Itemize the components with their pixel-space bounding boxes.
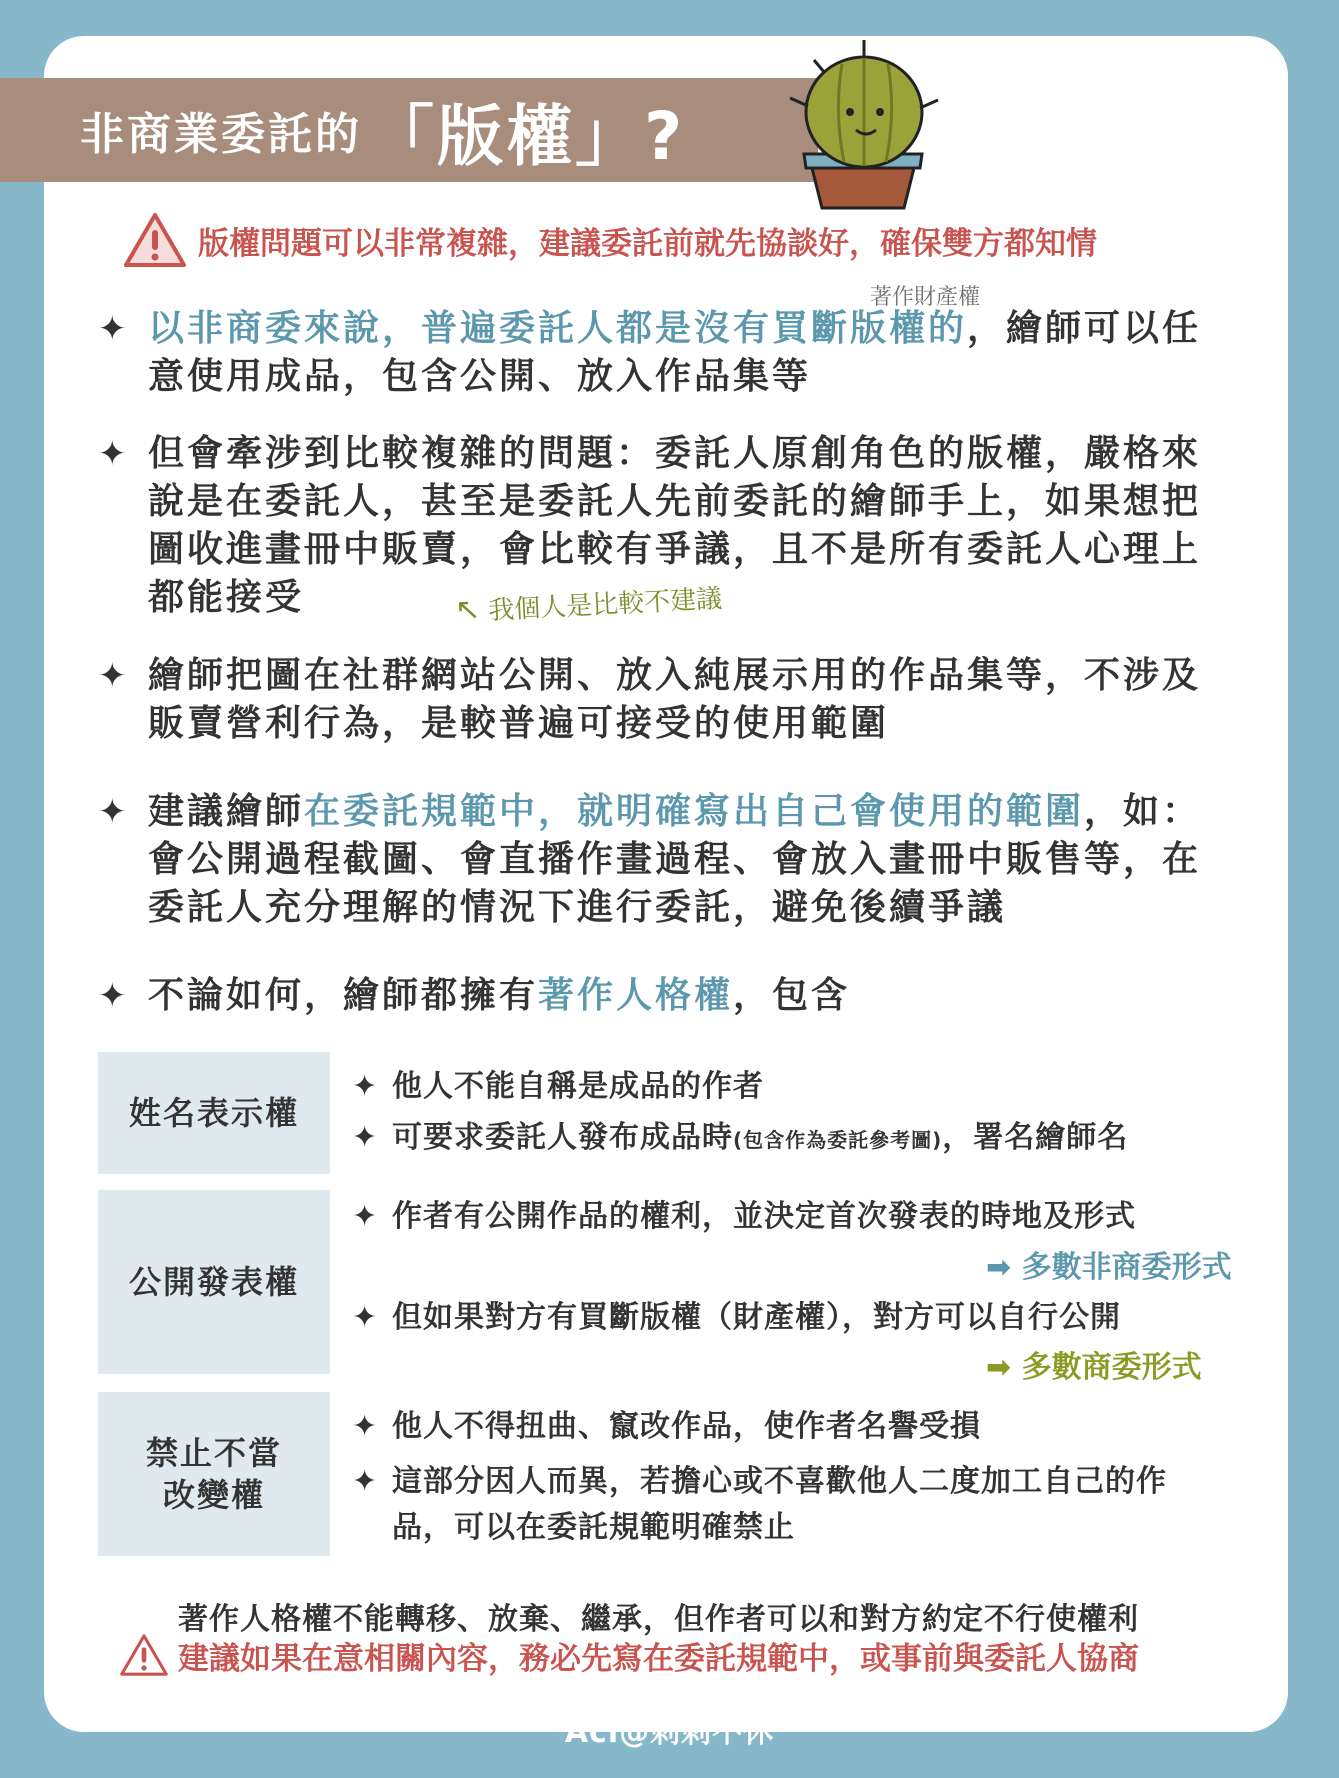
star-icon: ✦ xyxy=(98,309,130,349)
bullet-5-highlight: 著作人格權 xyxy=(538,975,734,1016)
right-name-attribution xyxy=(98,1052,330,1174)
tag-non-commercial xyxy=(986,1242,1232,1286)
star-icon: ✦ xyxy=(352,1409,379,1444)
right-1-item-2-text: 可要求委託人發布成品時 xyxy=(392,1120,733,1155)
right-2-item-2 xyxy=(352,1296,1121,1340)
star-icon: ✦ xyxy=(352,1199,379,1234)
right-1-label: 姓名表示權 xyxy=(128,1094,299,1132)
top-warning xyxy=(122,210,1097,270)
bullet-3 xyxy=(98,652,1238,748)
author-credit: Aci@刺刺不休 xyxy=(564,1715,775,1750)
page-title xyxy=(80,78,685,182)
bullet-5 xyxy=(98,972,1238,1020)
right-3-label-line-1: 禁止不當 xyxy=(145,1434,282,1472)
copyright-annotation: 著作財產權 xyxy=(870,285,981,310)
title-emphasis: 「版權」? xyxy=(368,97,686,175)
bullet-3-text: 繪師把圖在社群網站公開、放入純展示用的作品集等，不涉及販賣營利行為，是較普遍可接受的使用範圍 xyxy=(148,655,1202,744)
right-2-item-1-text: 作者有公開作品的權利，並決定首次發表的時地及形式 xyxy=(392,1199,1136,1234)
right-3-item-2-text: 這部分因人而異，若擔心或不喜歡他人二度加工自己的作 xyxy=(392,1464,1167,1499)
arrow-right-icon: ➡ xyxy=(986,1250,1022,1285)
right-publication xyxy=(98,1190,330,1374)
right-3-label-line-2: 改變權 xyxy=(162,1476,265,1514)
right-1-item-1-text: 他人不能自稱是成品的作者 xyxy=(392,1069,764,1104)
right-1-item-2-note: (包含作為委託參考圖) xyxy=(733,1128,943,1152)
right-3-item-2 xyxy=(352,1460,1167,1504)
bullet-4-highlight: 在委託規範中，就明確寫出自己會使用的範圍 xyxy=(304,791,1085,832)
cactus-mascot-icon xyxy=(772,36,952,216)
right-1-item-2 xyxy=(352,1116,1128,1162)
footer-warning xyxy=(118,1632,1139,1678)
bullet-5-text: ，包含 xyxy=(733,975,851,1016)
title-prefix: 非商業委託的 xyxy=(80,109,362,160)
right-3-item-1-text: 他人不得扭曲、竄改作品，使作者名譽受損 xyxy=(392,1409,981,1444)
star-icon: ✦ xyxy=(352,1120,379,1155)
footer-warning-text: 建議如果在意相關內容，務必先寫在委託規範中，或事前與委託人協商 xyxy=(178,1640,1139,1677)
arrow-right-icon: ➡ xyxy=(986,1350,1022,1385)
bullet-4-pre: 建議繪師 xyxy=(148,791,305,832)
warning-icon xyxy=(118,1632,170,1678)
bullet-1-highlight: 以非商委來說，普遍委託人都是沒有買斷版權的 xyxy=(148,308,968,349)
star-icon: ✦ xyxy=(98,792,130,832)
right-1-item-1 xyxy=(352,1065,764,1109)
warning-icon xyxy=(122,210,188,270)
bullet-2-text: 但會牽涉到比較複雜的問題：委託人原創角色的版權，嚴格來說是在委託人，甚至是委託人先前委託的繪師手上，如果想把圖收進畫冊中販賣，會比較有爭議，且不是所有委託人心理上都能接受 xyxy=(148,433,1202,618)
star-icon: ✦ xyxy=(98,656,130,696)
top-warning-text: 版權問題可以非常複雜，建議委託前就先協談好，確保雙方都知情 xyxy=(198,225,1097,262)
right-3-item-2-continued: 品，可以在委託規範明確禁止 xyxy=(392,1510,795,1545)
star-icon: ✦ xyxy=(98,434,130,474)
bullet-1 xyxy=(98,305,1238,401)
right-2-label: 公開發表權 xyxy=(128,1263,299,1301)
bullet-1-text: ，繪師可以任意使用成品，包含公開、放入作品集等 xyxy=(148,308,1202,397)
star-icon: ✦ xyxy=(352,1300,379,1335)
arrow-up-left-icon: ↖ xyxy=(454,591,482,628)
bullet-5-pre: 不論如何，繪師都擁有 xyxy=(148,975,539,1016)
right-2-item-1 xyxy=(352,1195,1136,1239)
right-integrity xyxy=(98,1392,330,1556)
star-icon: ✦ xyxy=(352,1464,379,1499)
right-3-item-1 xyxy=(352,1405,981,1449)
footer-note: 著作人格權不能轉移、放棄、繼承，但作者可以和對方約定不行使權利 xyxy=(178,1602,1139,1637)
bullet-4-text: ，如：會公開過程截圖、會直播作畫過程、會放入畫冊中販售等，在委託人充分理解的情況下進行委託，避免後續爭議 xyxy=(148,791,1202,928)
right-2-item-2-text: 但如果對方有買斷版權（財產權），對方可以自行公開 xyxy=(392,1300,1121,1335)
bullet-4 xyxy=(98,788,1238,932)
star-icon: ✦ xyxy=(98,976,130,1016)
right-1-item-2-rest: ，署名繪師名 xyxy=(942,1120,1129,1155)
handwritten-note-text: 我個人是比較不建議 xyxy=(487,584,723,627)
tag-non-commercial-text: 多數非商委形式 xyxy=(1021,1250,1232,1285)
star-icon: ✦ xyxy=(352,1069,379,1104)
tag-commercial-text: 多數商委形式 xyxy=(1021,1350,1202,1385)
tag-commercial xyxy=(986,1342,1202,1386)
